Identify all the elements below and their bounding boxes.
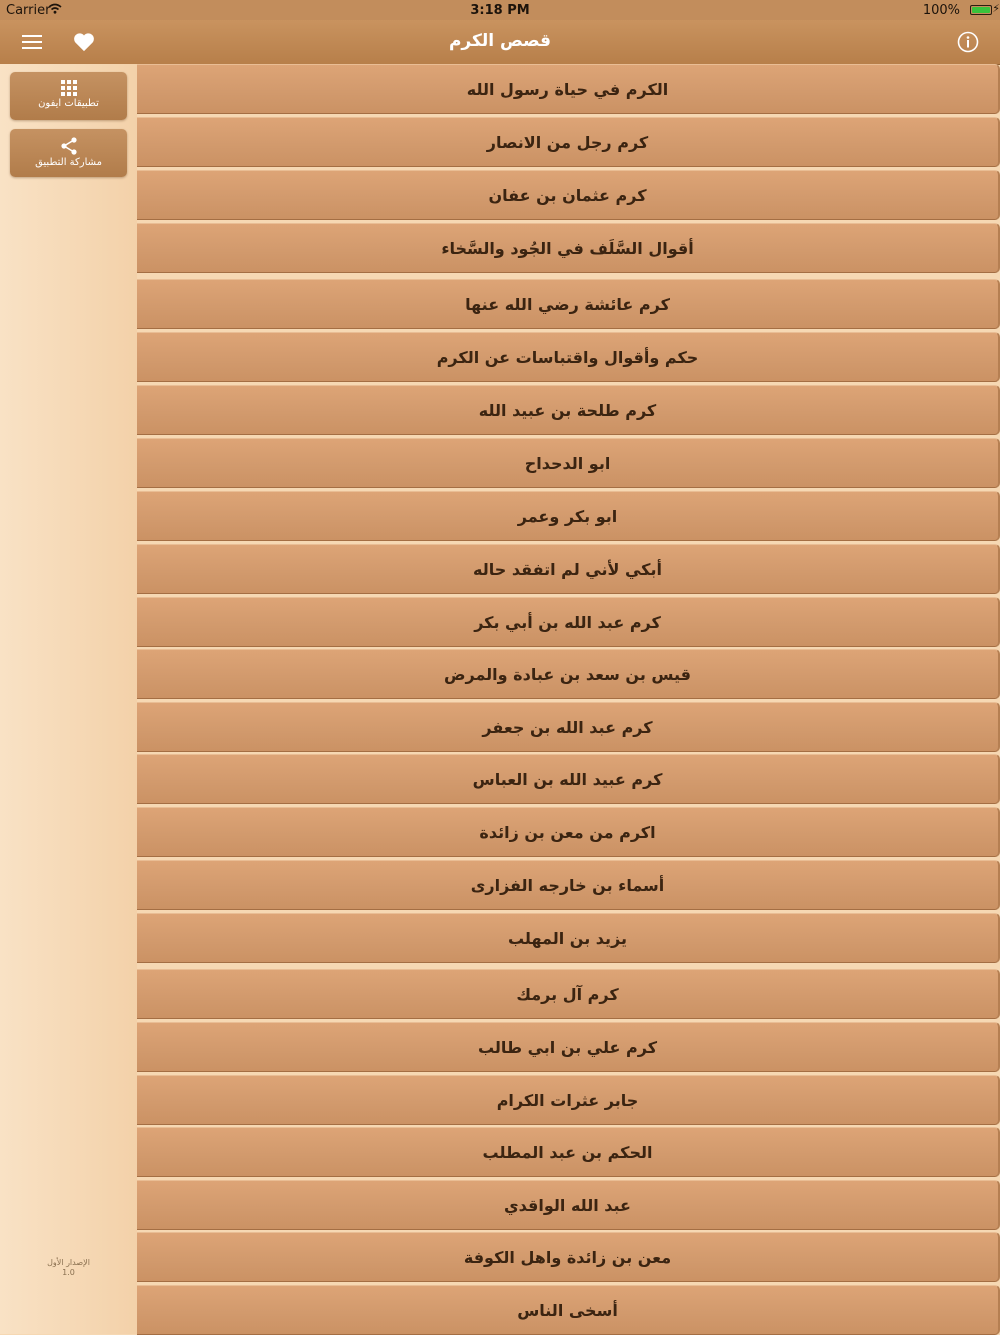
story-title: ابو بكر وعمر [517, 506, 618, 526]
story-list-item[interactable] [137, 649, 1000, 699]
story-title: كرم علي بن ابي طالب [477, 1037, 658, 1057]
story-title: كرم آل برمك [516, 984, 619, 1004]
share-app-button[interactable] [10, 129, 127, 177]
story-title: كرم رجل من الانصار [486, 132, 649, 152]
sidebar [0, 64, 137, 1334]
story-list-item[interactable] [137, 438, 1000, 488]
story-list [137, 64, 1000, 1334]
story-list-item[interactable] [137, 702, 1000, 752]
version-label: الإصدار الأول [47, 1258, 90, 1267]
story-list-item[interactable] [137, 754, 1000, 804]
story-title: ابو الدحداح [524, 453, 611, 473]
story-title: أقوال السَّلَف في الجُود والسَّخاء [441, 238, 694, 258]
story-title: قيس بن سعد بن عبادة والمرض [443, 664, 692, 684]
story-title: اكرم من معن بن زائدة [479, 822, 656, 842]
carrier-label: Carrier [6, 3, 51, 18]
story-list-item[interactable] [137, 807, 1000, 857]
story-list-item[interactable] [137, 170, 1000, 220]
story-title: أبكي لأني لم اتفقد حاله [473, 559, 662, 579]
version-info [0, 1258, 137, 1278]
story-title: حكم وأقوال واقتباسات عن الكرم [436, 347, 699, 367]
story-title: كرم عبد الله بن أبي بكر [474, 612, 661, 632]
story-list-item[interactable] [137, 1285, 1000, 1335]
version-number: 1.0 [62, 1268, 75, 1277]
story-list-item[interactable] [137, 1127, 1000, 1177]
story-title: الحكم بن عبد المطلب [482, 1142, 653, 1162]
story-list-item[interactable] [137, 279, 1000, 329]
story-title: جابر عثرات الكرام [496, 1090, 639, 1110]
iphone-apps-button[interactable] [10, 72, 127, 120]
story-title: أسخى الناس [517, 1300, 618, 1320]
story-list-item[interactable] [137, 913, 1000, 963]
story-list-item[interactable] [137, 860, 1000, 910]
story-list-item[interactable] [137, 1232, 1000, 1282]
share-icon [60, 137, 78, 155]
story-title: كرم عبد الله بن جعفر [482, 717, 653, 737]
story-list-item[interactable] [137, 385, 1000, 435]
story-title: معن بن زائدة واهل الكوفة [463, 1247, 672, 1267]
battery-percentage: 100% [922, 3, 960, 18]
story-list-item[interactable] [137, 1022, 1000, 1072]
page-title: قصص الكرم [448, 31, 552, 51]
story-title: كرم عائشة رضي الله عنها [465, 294, 670, 314]
share-app-label: مشاركة التطبيق [35, 157, 102, 168]
grid-icon [61, 80, 77, 96]
story-list-item[interactable] [137, 64, 1000, 114]
story-title: الكرم في حياة رسول الله [466, 79, 669, 99]
story-title: كرم عثمان بن عفان [488, 185, 647, 205]
story-title: يزيد بن المهلب [507, 928, 627, 948]
battery-icon [970, 5, 992, 15]
story-list-item[interactable] [137, 1180, 1000, 1230]
story-title: كرم عبيد الله بن العباس [472, 769, 663, 789]
story-list-item[interactable] [137, 332, 1000, 382]
story-list-item[interactable] [137, 117, 1000, 167]
iphone-apps-label: تطبيقات ايفون [38, 98, 99, 109]
story-list-item[interactable] [137, 597, 1000, 647]
charging-icon: ⚡ [992, 2, 1000, 15]
story-title: أسماء بن خارجه الفزارى [470, 875, 665, 895]
clock: 3:18 PM [470, 3, 530, 18]
story-list-item[interactable] [137, 491, 1000, 541]
story-title: عبد الله الواقدي [504, 1195, 631, 1215]
status-bar [0, 0, 1000, 20]
info-icon[interactable] [953, 28, 983, 56]
story-list-item[interactable] [137, 223, 1000, 273]
story-list-item[interactable] [137, 1075, 1000, 1125]
story-list-item[interactable] [137, 544, 1000, 594]
story-list-item[interactable] [137, 969, 1000, 1019]
navigation-bar [0, 20, 1000, 64]
story-title: كرم طلحة بن عبيد الله [478, 400, 657, 420]
